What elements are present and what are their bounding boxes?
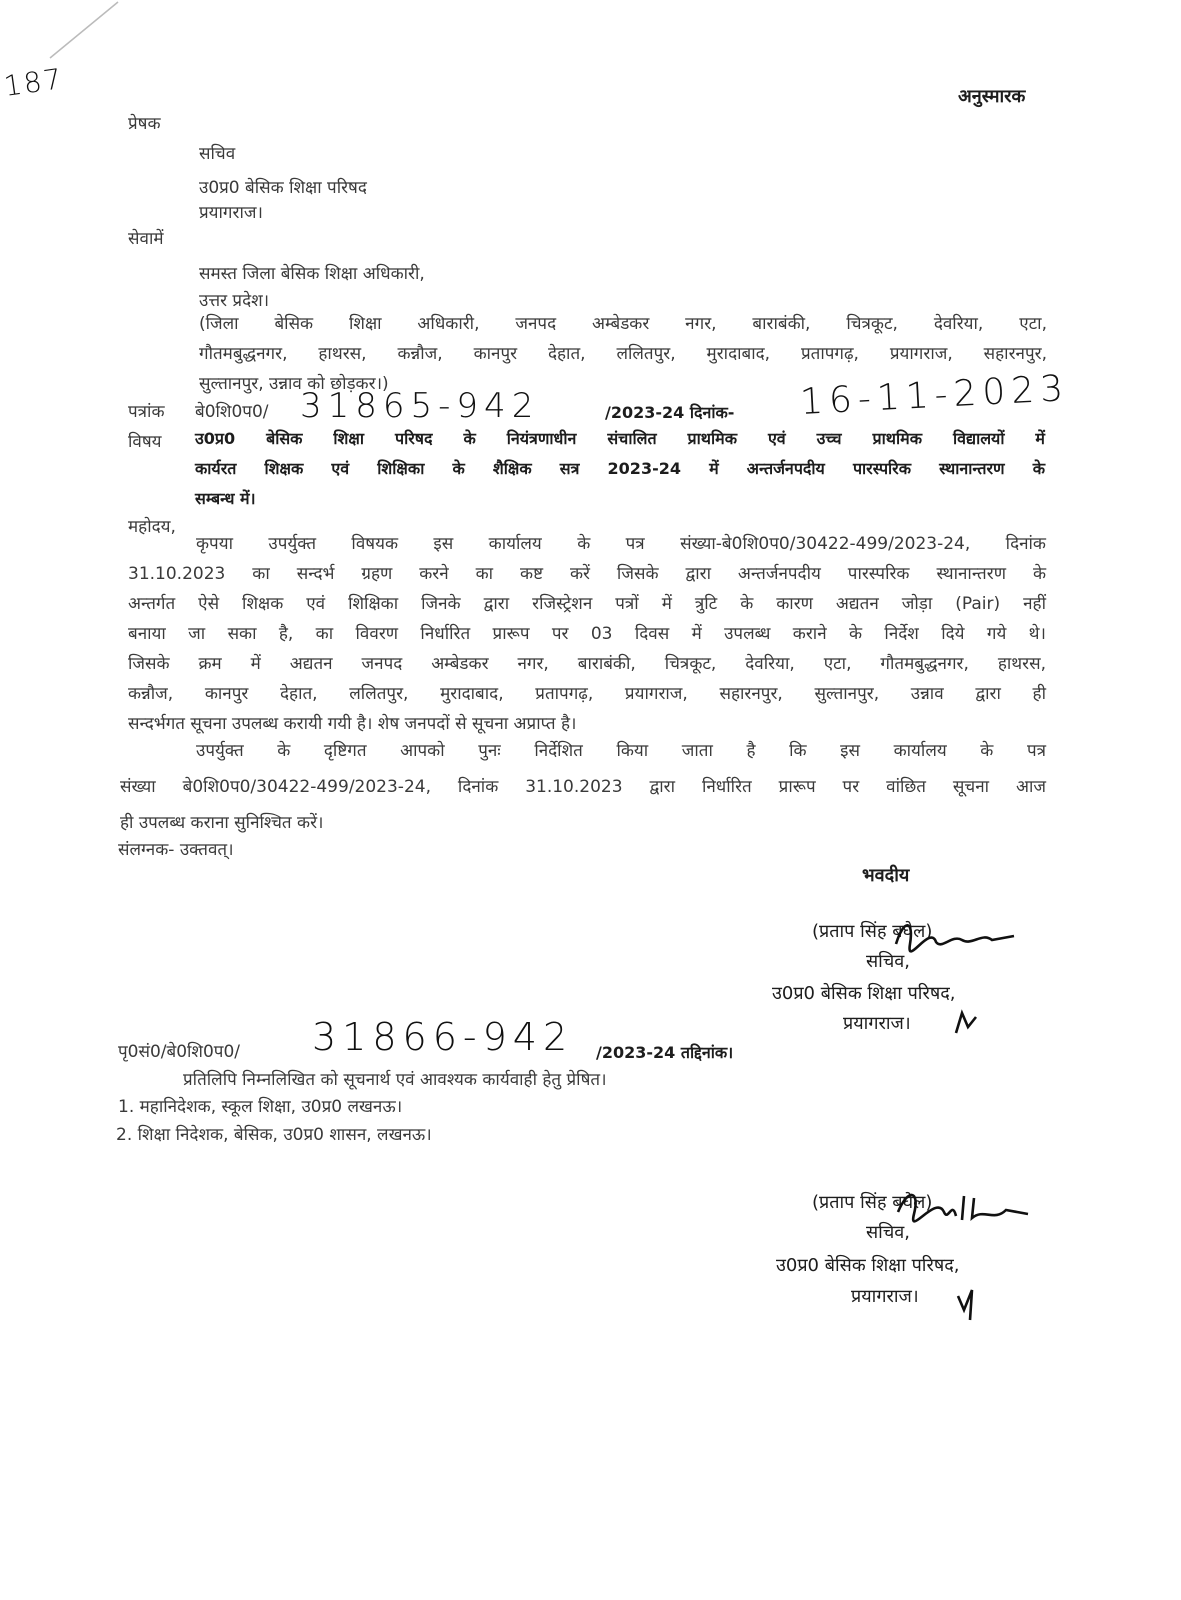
body-p1-line-5: जिसके क्रम में अद्यतन जनपद अम्बेडकर नगर, बाराबंकी, चित्रकूट, देवरिया, एटा, गौतमबुद्धनगर, हाथरस, <box>128 654 1046 674</box>
body-p2-line-1: उपर्युक्त के दृष्टिगत आपको पुनः निर्देशित किया जाता है कि इस कार्यालय के पत्र <box>196 741 1046 761</box>
to-line-3: (जिला बेसिक शिक्षा अधिकारी, जनपद अम्बेडकर नगर, बाराबंकी, चित्रकूट, देवरिया, एटा, <box>199 314 1047 334</box>
to-line-2: उत्तर प्रदेश। <box>199 291 270 311</box>
subject-label: विषय <box>128 432 162 452</box>
body-p1-line-1: कृपया उपर्युक्त विषयक इस कार्यालय के पत्र संख्या-बे0शि0प0/30422-499/2023-24, दिनांक <box>196 534 1046 554</box>
enclosure-note: संलग्नक- उक्तवत्। <box>118 840 234 860</box>
closing-yours: भवदीय <box>862 865 910 886</box>
to-label: सेवामें <box>128 229 164 249</box>
body-p1-line-7: सन्दर्भगत सूचना उपलब्ध करायी गयी है। शेष जनपदों से सूचना अप्राप्त है। <box>128 714 577 734</box>
from-label: प्रेषक <box>128 114 161 134</box>
body-p1-line-6: कन्नौज, कानपुर देहात, ललितपुर, मुरादाबाद, प्रतापगढ़, प्रयागराज, सहारनपुर, सुल्तानपुर, उन्नाव द्वारा ही <box>128 684 1046 704</box>
copy-ref-suffix: /2023-24 तद्दिनांक। <box>596 1043 734 1062</box>
copy-list-item-2: 2. शिक्षा निदेशक, बेसिक, उ0प्र0 शासन, लखनऊ। <box>116 1125 432 1145</box>
signature1-designation: सचिव, <box>866 951 910 972</box>
letter-no-handwritten: 31865-942 <box>300 386 540 426</box>
body-p1-line-2: 31.10.2023 का सन्दर्भ ग्रहण करने का कष्ट करें जिसके द्वारा अन्तर्जनपदीय पारस्परिक स्थानान्तरण के <box>128 564 1046 584</box>
to-line-1: समस्त जिला बेसिक शिक्षा अधिकारी, <box>199 264 425 284</box>
copy-ref-handwritten: 31866-942 <box>312 1015 574 1059</box>
from-line-3: प्रयागराज। <box>199 203 263 223</box>
signature2-org: उ0प्र0 बेसिक शिक्षा परिषद, <box>776 1255 960 1276</box>
subject-line-3: सम्बन्ध में। <box>195 489 256 508</box>
signature1-name: (प्रताप सिंह बघेल) <box>812 921 933 942</box>
from-line-1: सचिव <box>199 144 236 164</box>
body-p1-line-4: बनाया जा सका है, का विवरण निर्धारित प्रारूप पर 03 दिवस में उपलब्ध कराने के निर्देश दिये गये थे। <box>128 624 1046 644</box>
signature1-org: उ0प्र0 बेसिक शिक्षा परिषद, <box>772 983 956 1004</box>
copy-intro: प्रतिलिपि निम्नलिखित को सूचनार्थ एवं आवश्यक कार्यवाही हेतु प्रेषित। <box>183 1070 607 1090</box>
body-p2-line-2: संख्या बे0शि0प0/30422-499/2023-24, दिनांक 31.10.2023 द्वारा निर्धारित प्रारूप पर वांछित सूचना आज <box>120 777 1046 797</box>
header-reminder-label: अनुस्मारक <box>958 86 1026 107</box>
signature2-designation: सचिव, <box>866 1222 910 1243</box>
letter-date-handwritten: 16-11-2023 <box>799 367 1071 424</box>
copy-list-item-1: 1. महानिदेशक, स्कूल शिक्षा, उ0प्र0 लखनऊ। <box>118 1097 403 1117</box>
letter-no-label: पत्रांक <box>128 402 165 422</box>
subject-line-2: कार्यरत शिक्षक एवं शिक्षिका के शैक्षिक सत्र 2023-24 में अन्तर्जनपदीय पारस्परिक स्थानान्तरण के <box>195 459 1045 478</box>
salutation: महोदय, <box>128 517 176 537</box>
signature2-place: प्रयागराज। <box>851 1286 919 1307</box>
signature1-place: प्रयागराज। <box>843 1013 911 1034</box>
body-p2-line-3: ही उपलब्ध कराना सुनिश्चित करें। <box>120 813 324 833</box>
signature2-scrawl <box>894 1186 1034 1232</box>
to-line-5: सुल्तानपुर, उन्नाव को छोड़कर।) <box>199 374 389 394</box>
margin-note: 187 <box>1 62 66 103</box>
from-line-2: उ0प्र0 बेसिक शिक्षा परिषद <box>199 178 367 198</box>
letter-no-prefix: बे0शि0प0/ <box>195 402 269 422</box>
to-line-4: गौतमबुद्धनगर, हाथरस, कन्नौज, कानपुर देहात, ललितपुर, मुरादाबाद, प्रतापगढ़, प्रयागराज, सहारनपुर, <box>199 344 1047 364</box>
signature2-name: (प्रताप सिंह बघेल) <box>812 1192 933 1213</box>
body-paragraph-1 <box>128 529 1046 739</box>
margin-stroke-mark <box>40 0 120 60</box>
signature2-initial <box>954 1284 984 1324</box>
body-paragraph-2 <box>120 733 1046 841</box>
subject-text <box>195 424 1045 514</box>
letter-no-suffix: /2023-24 दिनांक- <box>605 403 735 422</box>
signature1-initial <box>952 1009 982 1037</box>
copy-ref-prefix: पृ0सं0/बे0शि0प0/ <box>118 1042 241 1062</box>
body-p1-line-3: अन्तर्गत ऐसे शिक्षक एवं शिक्षिका जिनके द्वारा रजिस्ट्रेशन पत्रों में त्रुटि के कारण अद्यतन जोड़ा (Pair) नहीं <box>128 594 1046 614</box>
subject-line-1: उ0प्र0 बेसिक शिक्षा परिषद के नियंत्रणाधीन संचालित प्राथमिक एवं उच्च प्राथमिक विद्यालयों में <box>195 429 1045 448</box>
